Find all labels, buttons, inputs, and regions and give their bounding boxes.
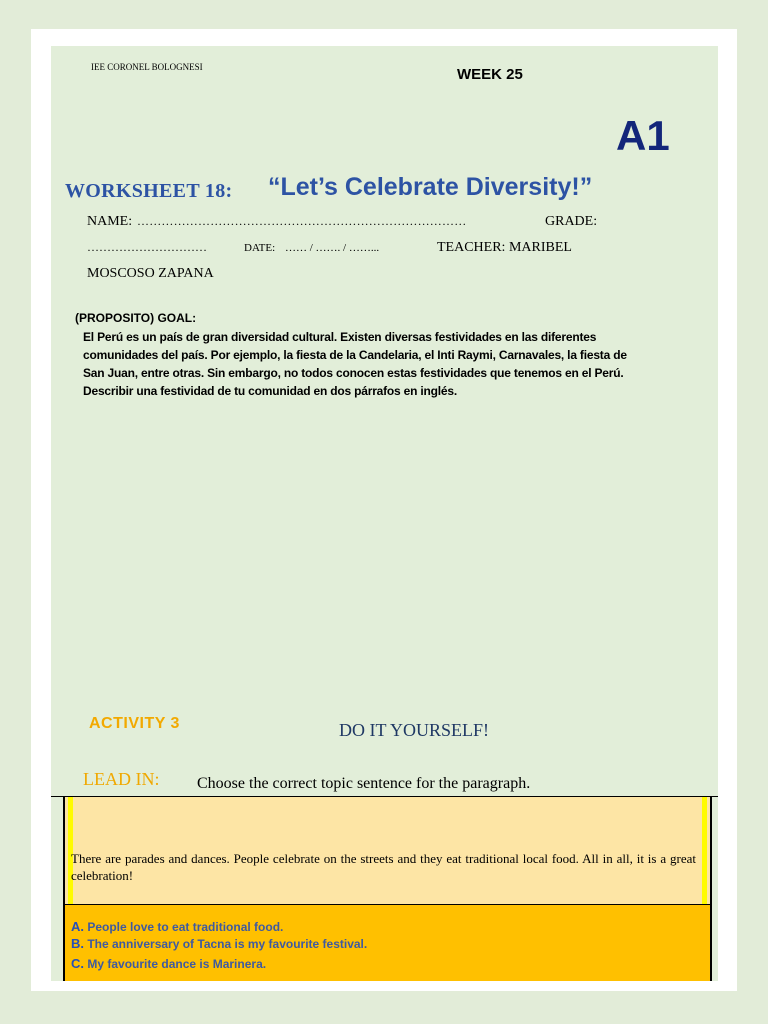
grade-field[interactable]: ………………………… xyxy=(87,240,207,254)
option-a[interactable] xyxy=(71,919,283,934)
option-b[interactable] xyxy=(71,936,367,951)
activity-subtitle: DO IT YOURSELF! xyxy=(339,720,490,740)
goal-line: Describir una festividad de tu comunidad en dos párrafos en inglés. xyxy=(83,384,458,398)
name-label: NAME: xyxy=(87,214,133,229)
paragraph-text: There are parades and dances. People celebrate on the streets and they eat traditional local food. All in all, it is a great celebration! xyxy=(71,851,696,883)
highlight-bar xyxy=(702,797,707,904)
teacher-name: MOSCOSO ZAPANA xyxy=(87,266,214,281)
option-c[interactable] xyxy=(71,956,266,971)
worksheet xyxy=(51,46,718,981)
date-field[interactable]: …… / ……. / ……... xyxy=(285,242,380,254)
goal-line: San Juan, entre otras. Sin embargo, no todos conocen estas festividades que tenemos en el Perú. xyxy=(83,366,624,380)
lead-in-label: LEAD IN: xyxy=(83,769,160,789)
option-text: My favourite dance is Marinera. xyxy=(87,957,267,971)
option-text: The anniversary of Tacna is my favourite festival. xyxy=(87,937,368,951)
worksheet-title: “Let’s Celebrate Diversity!” xyxy=(268,173,593,201)
goal-line: El Perú es un país de gran diversidad cultural. Existen diversas festividades en las diferentes xyxy=(83,330,597,344)
level-badge: A1 xyxy=(616,112,670,159)
grade-label: GRADE: xyxy=(545,214,598,229)
option-letter: B. xyxy=(71,936,84,951)
option-letter: C. xyxy=(71,956,84,971)
paragraph-box xyxy=(63,797,712,904)
page-border xyxy=(31,29,737,991)
school-name: IEE CORONEL BOLOGNESI xyxy=(91,62,203,72)
goal-line: comunidades del país. Por ejemplo, la fiesta de la Candelaria, el Inti Raymi, Carnavales, la fiesta de xyxy=(83,348,627,362)
option-letter: A. xyxy=(71,919,84,934)
option-text: People love to eat traditional food. xyxy=(87,920,284,934)
teacher-label: TEACHER: MARIBEL xyxy=(437,240,572,255)
options-box xyxy=(63,904,712,981)
activity-label: ACTIVITY 3 xyxy=(89,715,180,732)
worksheet-number: WORKSHEET 18: xyxy=(65,180,233,202)
week-label: WEEK 25 xyxy=(457,66,523,83)
name-field[interactable]: ……………………………………………………………………… xyxy=(137,214,467,228)
goal-heading: (PROPOSITO) GOAL: xyxy=(75,311,197,325)
date-label: DATE: xyxy=(244,242,276,254)
lead-in-instruction: Choose the correct topic sentence for the paragraph. xyxy=(197,775,531,792)
